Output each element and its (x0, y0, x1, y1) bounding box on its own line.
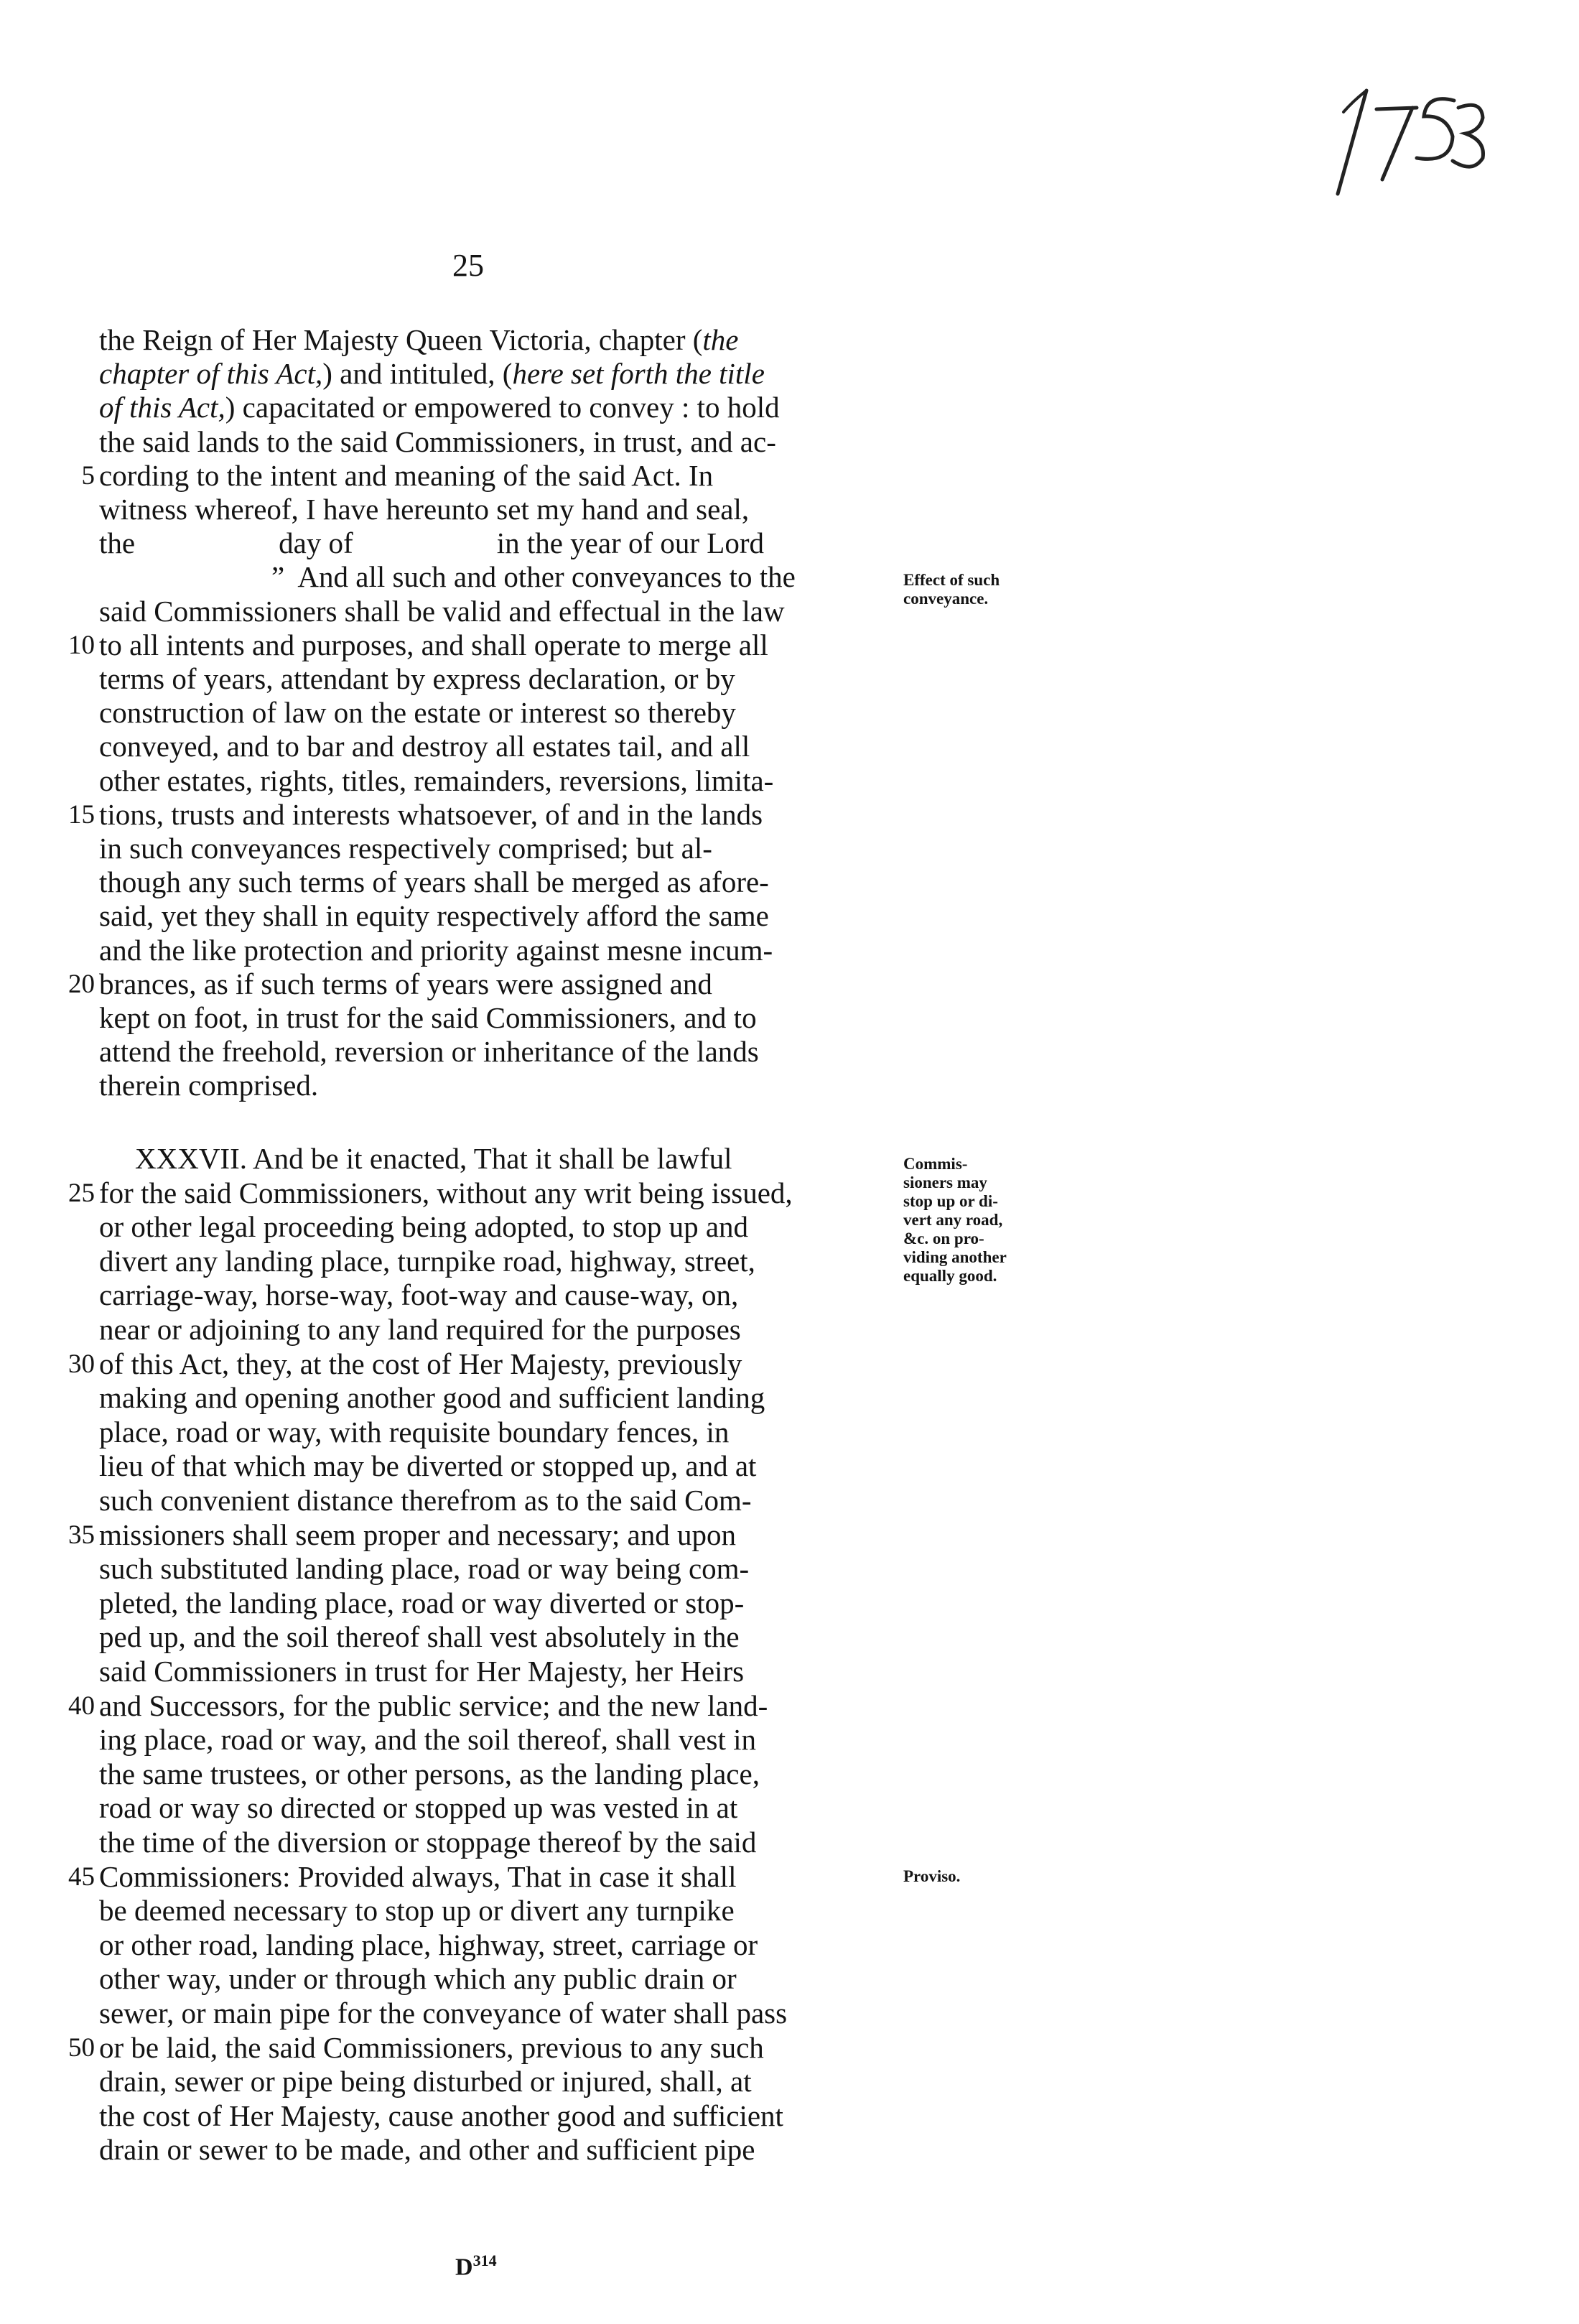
text-line (0, 1689, 905, 1723)
line-text (99, 696, 736, 730)
text-line (0, 1552, 905, 1586)
text-run: attend the freehold, reversion or inheritance of the lands (99, 1035, 759, 1069)
line-text (99, 967, 712, 1001)
text-run: missioners shall seem proper and necessary; and upon (99, 1517, 736, 1551)
line-text (99, 1860, 736, 1894)
text-line (0, 1860, 905, 1894)
line-text (99, 1347, 742, 1381)
sidenote-line: conveyance. (903, 590, 989, 608)
line-text (99, 899, 769, 933)
sidenote-commissioners-may-stop-up-roads (903, 1155, 1068, 1286)
line-number: 30 (68, 1349, 95, 1379)
text-run: ) and intituled, ( (322, 357, 513, 391)
text-line (0, 357, 905, 391)
text-run: ) capacitated or empowered to convey : to hold (225, 391, 780, 424)
text-line (0, 526, 905, 560)
text-run: ” And all such and other conveyances to the (271, 560, 796, 594)
line-text (99, 628, 768, 662)
line-text (135, 1142, 732, 1176)
line-text (99, 595, 785, 628)
text-line (0, 323, 905, 357)
line-number: 20 (68, 969, 95, 999)
text-line (0, 1586, 905, 1620)
text-line (0, 1757, 905, 1791)
text-line (0, 2133, 905, 2167)
text-run: such convenient distance therefrom as to the said Com- (99, 1484, 752, 1517)
text-line (0, 1655, 905, 1688)
signature-letter: D (455, 2254, 473, 2281)
sidenote-line: sioners may (903, 1173, 987, 1191)
line-text (99, 323, 739, 357)
line-text (99, 832, 712, 865)
text-line (0, 832, 905, 865)
text-line (0, 1449, 905, 1483)
line-text (99, 1723, 756, 1757)
line-text (99, 1689, 768, 1723)
sidenote-line: viding another (903, 1248, 1007, 1266)
text-line (0, 696, 905, 730)
line-text (99, 1245, 755, 1278)
line-text (99, 1791, 737, 1825)
text-line (0, 967, 905, 1001)
text-run: and Successors, for the public service; and the new land- (99, 1688, 768, 1722)
text-line (0, 865, 905, 899)
line-text (99, 2031, 764, 2065)
text-run: place, road or way, with requisite boundary fences, in (99, 1415, 730, 1449)
text-run: drain or sewer to be made, and other and sufficient pipe (99, 2133, 755, 2167)
text-run: lieu of that which may be diverted or stopped up, and at (99, 1449, 757, 1483)
line-text (99, 1518, 736, 1552)
text-run: the time of the diversion or stoppage thereof by the said (99, 1826, 757, 1859)
sidenote-line: stop up or di- (903, 1192, 998, 1210)
text-run: said Commissioners in trust for Her Majesty, her Heirs (99, 1655, 745, 1688)
text-line (0, 730, 905, 763)
line-text (99, 1381, 765, 1415)
line-text (99, 459, 713, 493)
text-run: witness whereof, I have hereunto set my hand and seal, (99, 493, 750, 526)
line-text (99, 730, 750, 763)
text-line (0, 899, 905, 933)
line-text (99, 1069, 318, 1102)
text-line (0, 493, 905, 526)
line-text (99, 865, 769, 899)
text-run: therein comprised. (99, 1069, 319, 1102)
line-text (99, 493, 749, 526)
text-run: or be laid, the said Commissioners, previous to any such (99, 2030, 764, 2064)
text-run: brances, as if such terms of years were assigned and (99, 967, 712, 1000)
text-run: XXXVII. And be it enacted, That it shall be lawful (135, 1142, 732, 1175)
text-run: and the like protection and priority against mesne incum- (99, 933, 773, 967)
italic-text: here set forth the title (512, 357, 765, 391)
text-run: terms of years, attendant by express declaration, or by (99, 662, 735, 695)
text-line (0, 1518, 905, 1552)
text-run: making and opening another good and sufficient landing (99, 1381, 765, 1415)
text-line (0, 1484, 905, 1517)
text-line (0, 425, 905, 459)
text-run: other estates, rights, titles, remainders, reversions, limita- (99, 763, 774, 797)
line-text (99, 526, 764, 560)
line-text (99, 425, 776, 459)
text-run: cording to the intent and meaning of the said Act. In (99, 458, 714, 492)
line-text (99, 662, 735, 696)
text-line (0, 595, 905, 628)
text-run: the Reign of Her Majesty Queen Victoria, chapter ( (99, 323, 703, 356)
line-text (99, 1928, 758, 1962)
line-text (99, 1278, 738, 1312)
line-text (99, 1313, 741, 1347)
line-text (99, 2065, 752, 2098)
text-line (0, 628, 905, 662)
italic-text: the (702, 323, 739, 356)
line-text (99, 1826, 756, 1859)
text-run: conveyed, and to bar and destroy all estates tail, and all (99, 730, 750, 763)
text-run: said Commissioners shall be valid and effectual in the law (99, 594, 785, 628)
text-line (0, 1723, 905, 1757)
text-line (0, 1313, 905, 1347)
line-text (99, 357, 765, 391)
text-run: drain, sewer or pipe being disturbed or injured, shall, at (99, 2065, 752, 2098)
line-number: 10 (68, 630, 95, 660)
text-run: sewer, or main pipe for the conveyance of water shall pass (99, 1997, 788, 2030)
text-run: be deemed necessary to stop up or divert any turnpike (99, 1894, 735, 1928)
text-run: construction of law on the estate or interest so thereby (99, 696, 736, 730)
text-run: or other legal proceeding being adopted, to stop up and (99, 1210, 749, 1244)
text-line (0, 2065, 905, 2098)
line-text (99, 1620, 740, 1654)
line-text (99, 2133, 755, 2167)
text-line (0, 1928, 905, 1962)
text-run: or other road, landing place, highway, street, carriage or (99, 1928, 758, 1961)
sidenote-line: vert any road, (903, 1211, 1003, 1229)
italic-text: of this Act, (99, 391, 225, 424)
signature-mark (455, 2246, 497, 2282)
sidenote-line: Commis- (903, 1155, 968, 1173)
text-line (0, 1035, 905, 1069)
line-number: 5 (81, 460, 95, 491)
text-run: in the year of our Lord (496, 526, 764, 560)
text-line (0, 1001, 905, 1035)
text-run: though any such terms of years shall be merged as afore- (99, 865, 769, 899)
text-run: the said lands to the said Commissioners, in trust, and ac- (99, 424, 776, 458)
text-line (0, 1142, 905, 1176)
text-run: divert any landing place, turnpike road, highway, street, (99, 1244, 755, 1278)
text-line (0, 459, 905, 493)
text-line (0, 1245, 905, 1278)
line-text (271, 560, 796, 594)
text-line (0, 934, 905, 967)
line-text (99, 1484, 752, 1517)
text-run: road or way so directed or stopped up was vested in at (99, 1791, 738, 1825)
text-run: ing place, road or way, and the soil thereof, shall vest in (99, 1723, 757, 1757)
line-text (99, 798, 763, 832)
text-line (0, 662, 905, 696)
line-text (99, 1962, 737, 1996)
text-run: ped up, and the soil thereof shall vest absolutely in the (99, 1620, 740, 1654)
sidenote-effect-of-conveyance (903, 571, 1068, 608)
text-line (0, 1620, 905, 1654)
line-number: 40 (68, 1691, 95, 1721)
text-line (0, 1347, 905, 1381)
line-number: 45 (68, 1861, 95, 1892)
text-line (0, 1210, 905, 1244)
text-run: tions, trusts and interests whatsoever, of and in the lands (99, 797, 763, 831)
text-run: Commissioners: Provided always, That in case it shall (99, 1859, 737, 1893)
line-text (99, 1655, 744, 1688)
text-run: such substituted landing place, road or way being com- (99, 1552, 750, 1586)
line-text (99, 2099, 783, 2133)
line-number: 25 (68, 1178, 95, 1208)
line-text (99, 1757, 760, 1791)
line-text (99, 764, 773, 798)
text-line (0, 1997, 905, 2030)
page-number: 25 (452, 248, 484, 283)
sidenote-proviso (903, 1867, 1068, 1886)
line-text (99, 1552, 749, 1586)
text-run: of this Act, they, at the cost of Her Majesty, previously (99, 1347, 742, 1380)
line-text (99, 1416, 729, 1449)
text-run: to all intents and purposes, and shall operate to merge all (99, 628, 768, 661)
line-text (99, 1894, 735, 1928)
sidenote-line: Proviso. (903, 1867, 961, 1885)
text-run: the (99, 526, 136, 560)
line-text (99, 1586, 744, 1620)
line-text (99, 1176, 793, 1210)
text-run: the cost of Her Majesty, cause another good and sufficient (99, 2098, 783, 2132)
text-run: pleted, the landing place, road or way diverted or stop- (99, 1586, 745, 1619)
line-text (99, 1001, 757, 1035)
text-line (0, 1962, 905, 1996)
line-text (99, 1997, 787, 2030)
sidenote-line: equally good. (903, 1267, 997, 1285)
text-line (0, 2031, 905, 2065)
text-run: kept on foot, in trust for the said Commissioners, and to (99, 1001, 757, 1034)
text-run: other way, under or through which any public drain or (99, 1962, 737, 1996)
line-text (99, 1210, 748, 1244)
text-line (0, 798, 905, 832)
text-line (0, 2099, 905, 2133)
text-line (0, 1826, 905, 1859)
text-line (0, 1791, 905, 1825)
text-run: near or adjoining to any land required for the purposes (99, 1313, 741, 1346)
text-line (0, 1416, 905, 1449)
text-run: carriage-way, horse-way, foot-way and cause-way, on, (99, 1278, 739, 1312)
text-line (0, 1176, 905, 1210)
text-run: in such conveyances respectively comprised; but al- (99, 832, 712, 865)
text-line (0, 1278, 905, 1312)
text-run: said, yet they shall in equity respectively afford the same (99, 899, 769, 933)
text-line (0, 560, 905, 594)
sidenote-line: Effect of such (903, 571, 1000, 589)
signature-number: 314 (472, 2251, 497, 2269)
text-run: the same trustees, or other persons, as the landing place, (99, 1757, 760, 1790)
line-number: 35 (68, 1520, 95, 1550)
line-text (99, 391, 780, 424)
text-run: for the said Commissioners, without any writ being issued, (99, 1176, 793, 1209)
text-line (0, 764, 905, 798)
line-text (99, 1035, 759, 1069)
line-text (99, 1449, 756, 1483)
sidenote-line: &c. on pro- (903, 1230, 984, 1247)
text-line (0, 1069, 905, 1102)
text-line (0, 1381, 905, 1415)
text-run: day of (279, 526, 353, 560)
line-number: 15 (68, 799, 95, 829)
line-text (99, 934, 773, 967)
italic-text: chapter of this Act, (99, 357, 323, 391)
text-line (0, 391, 905, 424)
text-line (0, 1894, 905, 1928)
handwritten-page-annotation (1332, 72, 1490, 201)
line-number: 50 (68, 2032, 95, 2063)
